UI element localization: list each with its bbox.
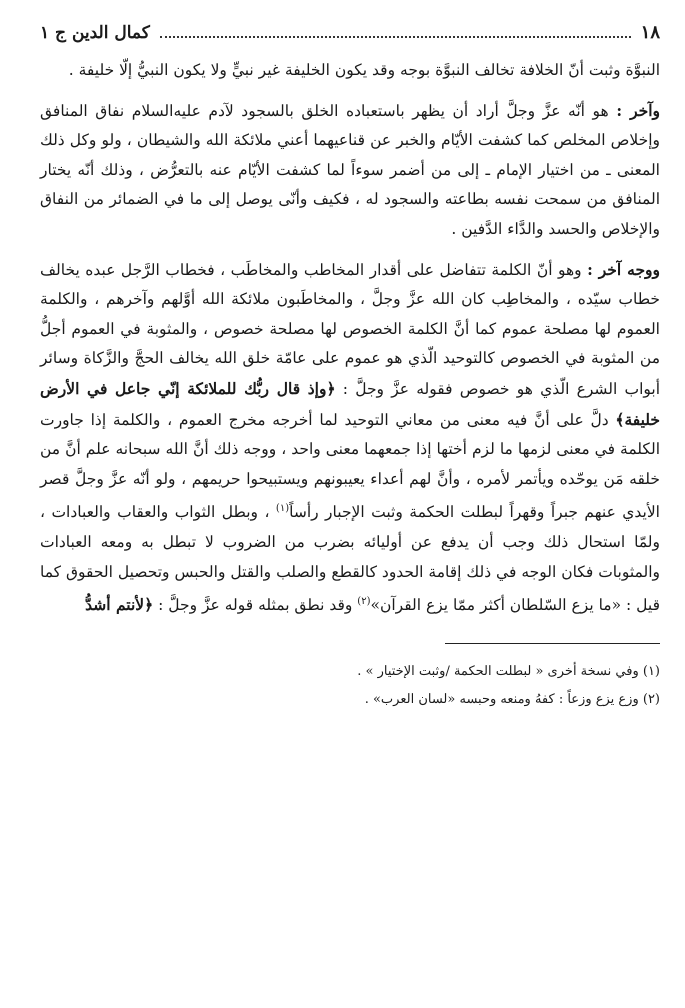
- paragraph-3-lead: ووجه آخر :: [587, 259, 660, 279]
- book-title: كمال الدين ج ١: [40, 23, 150, 43]
- paragraph-3-text-a: وهو أنّ الكلمة تتفاضل على أقدار المخاطب والمخاطَب ، فخطاب الرَّجل عبده يخالف خطاب سيّده ، والمخاطِب كان الله عزَّ وجلَّ ، والمخاطَبون ملائكة الله أوَّلهم وآخرهم ، والكلمة العموم لها مصلحة عموم كما أنَّ الكلمة الخصوص لها مصلحة خصوص ، والمثوبة في العموم أجلُّ من المثوبة في الخصوص كالتوحيد الّذي هو عموم على عامّة خلق الله يخالف الحجَّ والزَّكاة وسائر أبواب الشرع الّذي هو خصوص فقوله عزَّ وجلَّ :: [40, 260, 660, 398]
- paragraph-1: [40, 56, 660, 86]
- running-header: [40, 22, 660, 56]
- paragraph-2-lead: وآخر :: [616, 100, 660, 120]
- paragraph-3-text-b: دلَّ على أنَّ فيه معنى من معاني التوحيد لما أخرجه مخرج العموم ، والكلمة إذا جاورت الكلمة في معنى لزمها ما لزم أختها إذا جمعهما معنى واحد ، ووجه ذلك أنَّ الله سبحانه علم أنَّ من خلقه مَن يوحّده ويأتمر لأمره ، وأنَّ لهم أعداء يعيبونهم ويستبيحوا حريمهم ، ولو أنّه عزَّ وجلَّ قصر الأيدي عنهم جبراً وقهراً لبطلت الحكمة وثبت الإجبار رأساً: [40, 410, 660, 522]
- paragraph-2: [40, 96, 660, 245]
- footnote-separator: [445, 643, 660, 644]
- paragraph-3-text-d: وقد نطق بمثله قوله عزَّ وجلَّ :: [158, 596, 353, 615]
- footnote-marker-2[interactable]: (٢): [357, 596, 371, 608]
- quran-verse-2: ﴿لأنتم أشدُّ: [85, 595, 154, 615]
- paragraph-3-text-c: ، وبطل الثواب والعقاب والعبادات ، ولمّا استحال ذلك وجب أن يدفع عن أوليائه بضرب من الضروب لا تبطل به ومعه العبادات والمثوبات فكان الوجه في ذلك إقامة الحدود كالقطع والصلب والقتل والحبس وتحصيل الحقوق كما قيل : «ما يزع السّلطان أكثر ممّا يزع القرآن»: [40, 503, 660, 615]
- page-number: ١٨: [640, 22, 660, 43]
- footnotes: [40, 658, 660, 714]
- footnote-marker-1[interactable]: (١): [275, 503, 290, 515]
- footnote-1: (١) وفي نسخة أخرى « لبطلت الحكمة /وثبت الإختيار » .: [357, 664, 660, 679]
- book-page: [40, 22, 660, 714]
- header-dot-leader: [160, 36, 631, 38]
- paragraph-2-text: هو أنّه عزَّ وجلَّ أراد أن يظهر باستعباده الخلق بالسجود لآدم عليه‌السلام نفاق المنافق وإخلاص المخلص كما كشفت الأيّام والخبر عن قناعيهما أعني ملائكة الله والشيطان ، ولو وكل ذلك المعنى ـ من اختيار الإمام ـ إلى من أضمر سوءاً لما كشفت الأيّام عنه بالتعرُّض ، وذلك أنّه يختار المنافق من سمحت نفسه بطاعته والسجود له ، فكيف وأنّى يوصل إلى ما في الضمائر من النفاق والإخلاص والحسد والدَّاء الدَّفين .: [40, 101, 660, 238]
- paragraph-1-text: النبوَّة وثبت أنّ الخلافة تخالف النبوَّة بوجه وقد يكون الخليفة غير نبيٍّ ولا يكون النبيُّ إلّا خليفة .: [68, 61, 660, 79]
- quran-verse-1: ﴿وإذ قال ربُّك للملائكة إنّي جاعل في الأرض خليفة﴾: [40, 378, 660, 429]
- paragraph-3: [40, 255, 660, 621]
- footnote-2: (٢) وزع يزع وزعاً : كفهُ ومنعه وحبسه «لسان العرب» .: [364, 692, 660, 707]
- main-text: [40, 56, 660, 621]
